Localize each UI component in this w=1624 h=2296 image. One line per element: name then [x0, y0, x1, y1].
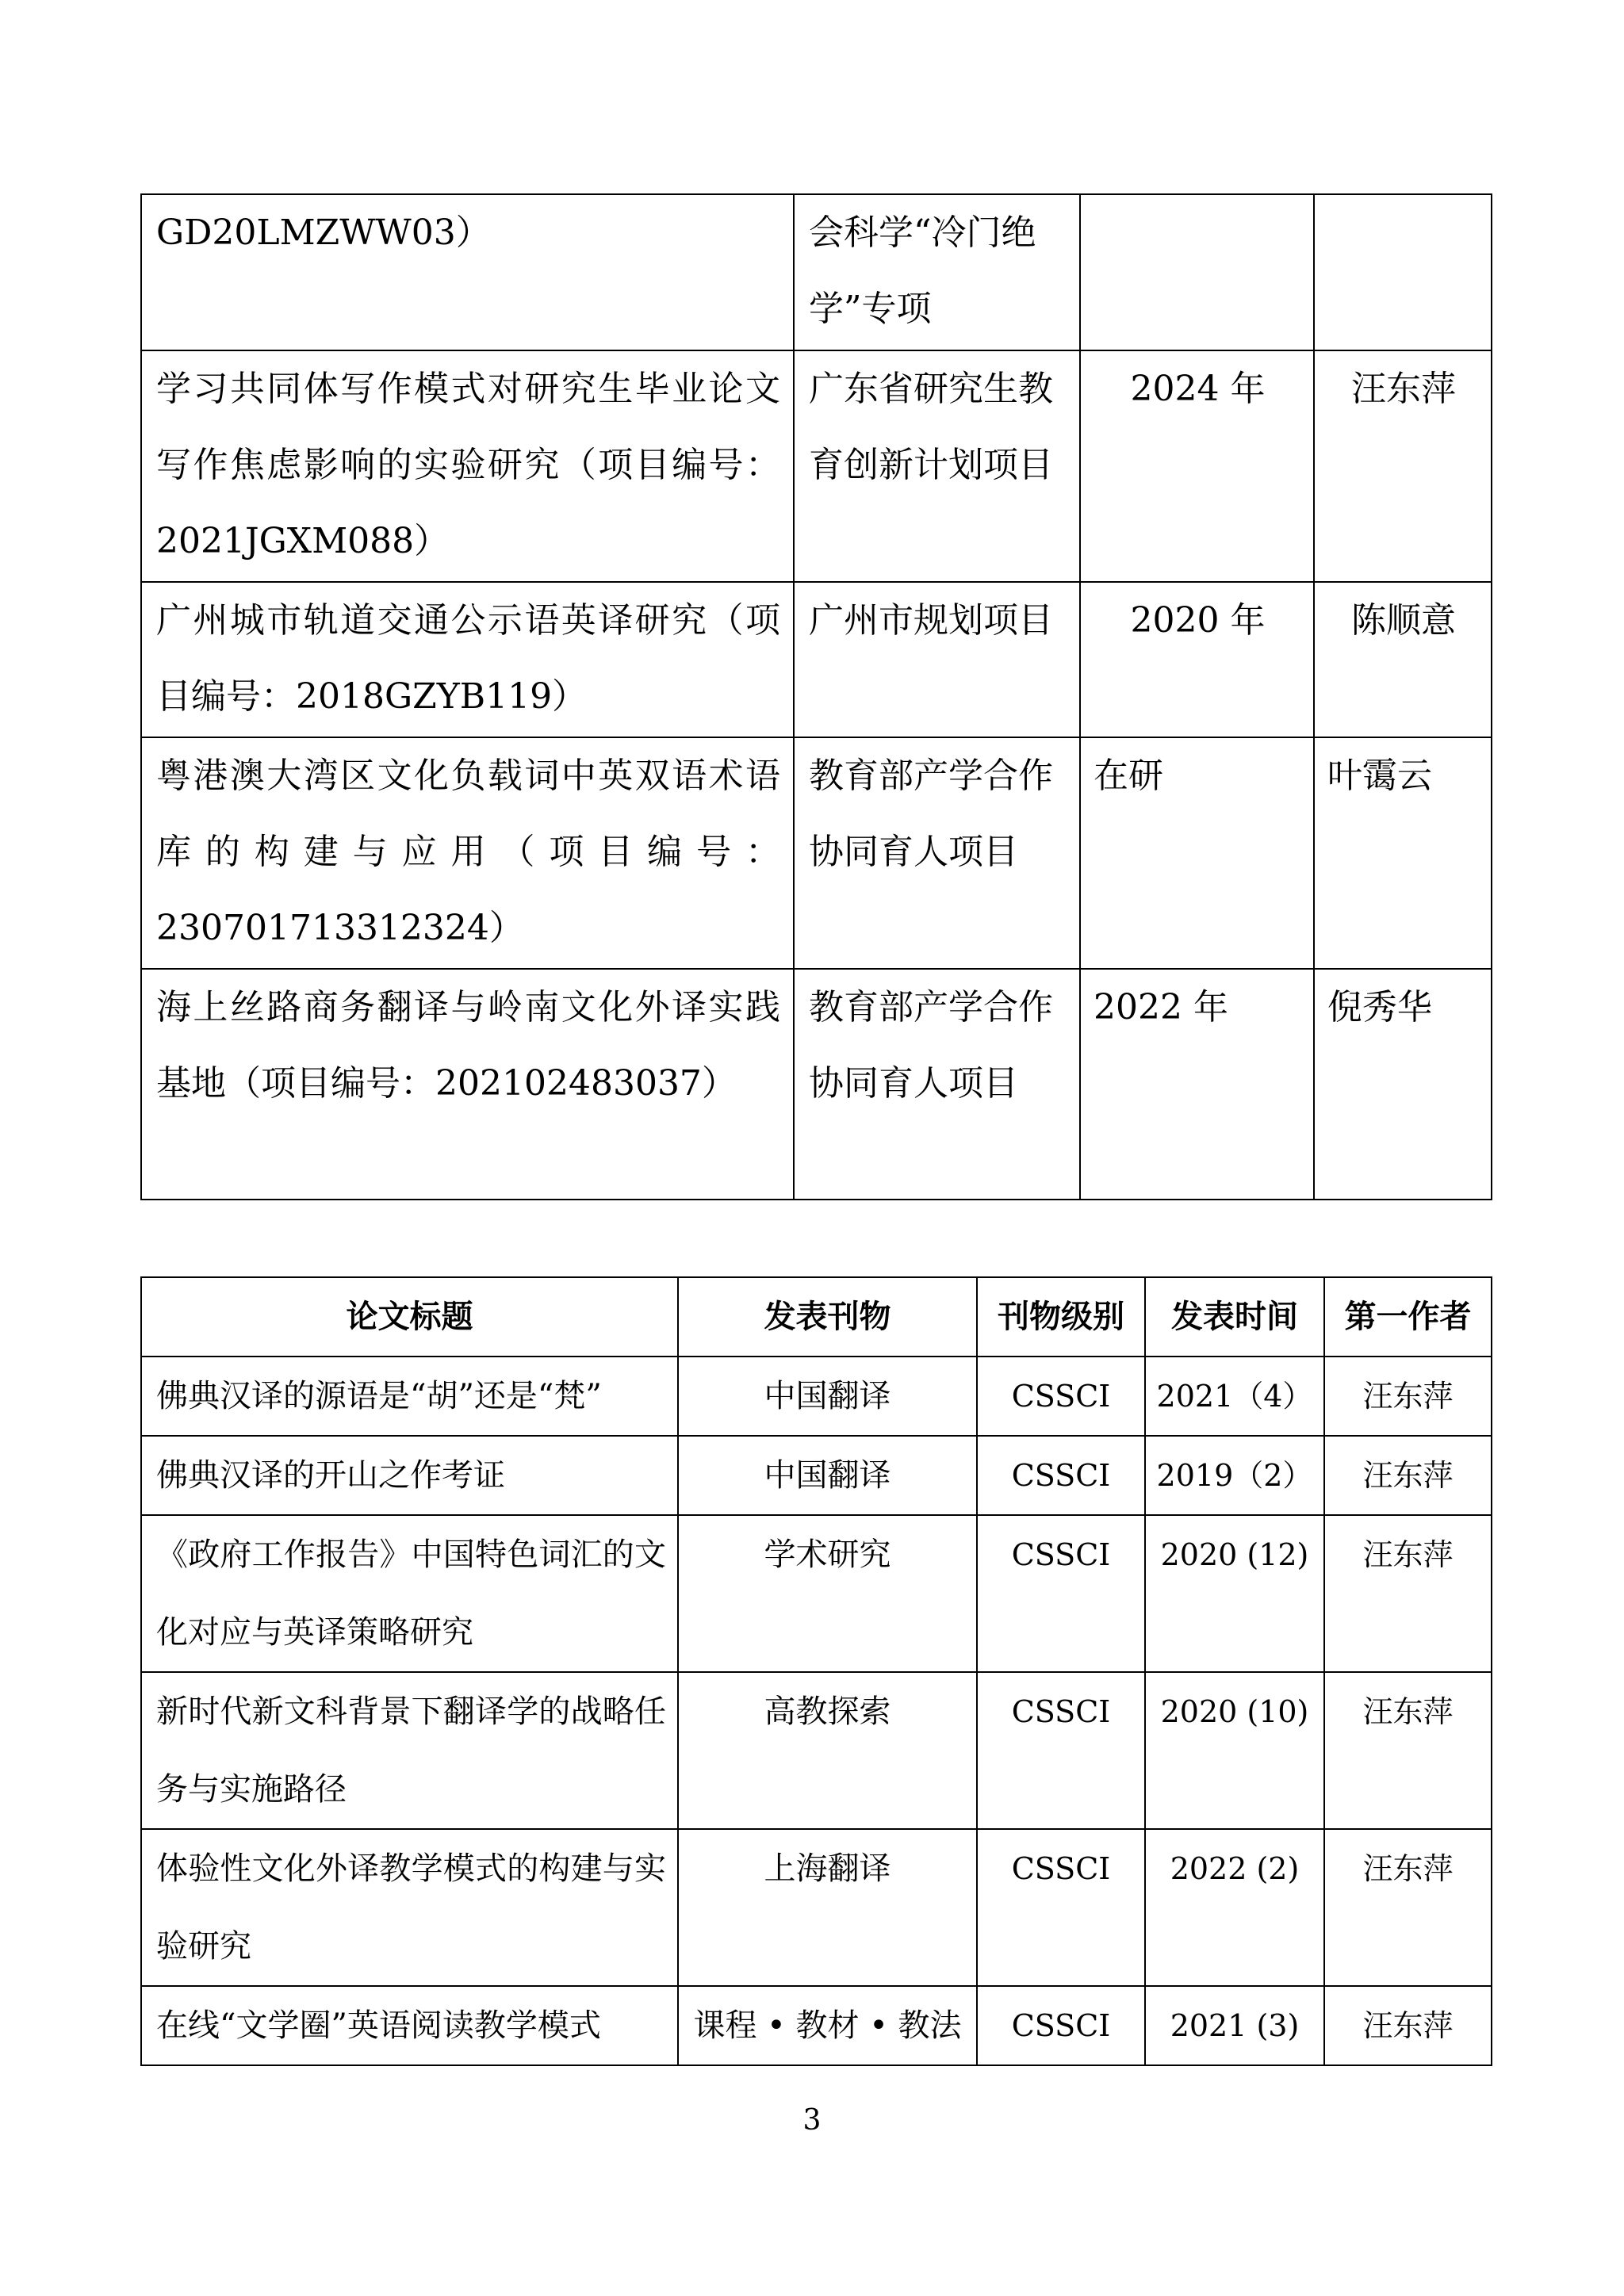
project-name: 广州城市轨道交通公示语英译研究（项目编号：2018GZYB119） [141, 582, 794, 737]
table-row [141, 1515, 1492, 1672]
page-number: 3 [802, 2104, 822, 2137]
table-row [141, 1357, 1492, 1436]
paper-level: CSSCI [977, 1672, 1145, 1829]
paper-author: 汪东萍 [1324, 1672, 1492, 1829]
project-name: 学习共同体写作模式对研究生毕业论文写作焦虑影响的实验研究（项目编号：2021JGXM088） [141, 350, 794, 582]
paper-date: 2022 (2) [1145, 1829, 1324, 1986]
paper-journal: 中国翻译 [678, 1357, 977, 1436]
header-journal: 发表刊物 [678, 1277, 977, 1357]
project-year [1080, 194, 1314, 350]
paper-level: CSSCI [977, 1436, 1145, 1515]
paper-author: 汪东萍 [1324, 1357, 1492, 1436]
table-row [141, 194, 1492, 350]
paper-author: 汪东萍 [1324, 1436, 1492, 1515]
header-author: 第一作者 [1324, 1277, 1492, 1357]
project-name: 粤港澳大湾区文化负载词中英双语术语库的构建与应用（项目编号：230701713312324） [141, 737, 794, 969]
table-row [141, 1436, 1492, 1515]
paper-date: 2020 (12) [1145, 1515, 1324, 1672]
paper-author: 汪东萍 [1324, 1986, 1492, 2065]
paper-title: 佛典汉译的源语是“胡”还是“梵” [141, 1357, 678, 1436]
table-row [141, 969, 1492, 1200]
paper-journal: 学术研究 [678, 1515, 977, 1672]
paper-level: CSSCI [977, 1357, 1145, 1436]
header-date: 发表时间 [1145, 1277, 1324, 1357]
table-header-row [141, 1277, 1492, 1357]
paper-date: 2021（4） [1145, 1357, 1324, 1436]
project-year: 2024 年 [1080, 350, 1314, 582]
project-year: 在研 [1080, 737, 1314, 969]
project-year: 2020 年 [1080, 582, 1314, 737]
paper-title: 佛典汉译的开山之作考证 [141, 1436, 678, 1515]
project-person: 陈顺意 [1314, 582, 1492, 737]
table-row [141, 350, 1492, 582]
project-name: GD20LMZWW03） [141, 194, 794, 350]
project-person: 叶霭云 [1314, 737, 1492, 969]
project-source: 广东省研究生教育创新计划项目 [794, 350, 1080, 582]
table-row [141, 737, 1492, 969]
paper-title: 在线“文学圈”英语阅读教学模式 [141, 1986, 678, 2065]
paper-date: 2020 (10) [1145, 1672, 1324, 1829]
paper-author: 汪东萍 [1324, 1829, 1492, 1986]
project-person [1314, 194, 1492, 350]
project-year: 2022 年 [1080, 969, 1314, 1200]
table-row [141, 1829, 1492, 1986]
paper-date: 2019（2） [1145, 1436, 1324, 1515]
paper-level: CSSCI [977, 1829, 1145, 1986]
paper-title: 《政府工作报告》中国特色词汇的文化对应与英译策略研究 [141, 1515, 678, 1672]
paper-author: 汪东萍 [1324, 1515, 1492, 1672]
project-source: 广州市规划项目 [794, 582, 1080, 737]
paper-date: 2021 (3) [1145, 1986, 1324, 2065]
paper-title: 体验性文化外译教学模式的构建与实验研究 [141, 1829, 678, 1986]
project-name: 海上丝路商务翻译与岭南文化外译实践基地（项目编号：202102483037） [141, 969, 794, 1200]
project-source: 会科学“冷门绝学”专项 [794, 194, 1080, 350]
header-title: 论文标题 [141, 1277, 678, 1357]
paper-level: CSSCI [977, 1986, 1145, 2065]
paper-title: 新时代新文科背景下翻译学的战略任务与实施路径 [141, 1672, 678, 1829]
table-row [141, 1672, 1492, 1829]
paper-journal: 高教探索 [678, 1672, 977, 1829]
project-person: 倪秀华 [1314, 969, 1492, 1200]
header-level: 刊物级别 [977, 1277, 1145, 1357]
table-row [141, 1986, 1492, 2065]
paper-journal: 课程 • 教材 • 教法 [678, 1986, 977, 2065]
paper-journal: 中国翻译 [678, 1436, 977, 1515]
table-row [141, 582, 1492, 737]
paper-level: CSSCI [977, 1515, 1145, 1672]
project-source: 教育部产学合作协同育人项目 [794, 737, 1080, 969]
papers-table [140, 1276, 1492, 2066]
paper-journal: 上海翻译 [678, 1829, 977, 1986]
project-source: 教育部产学合作协同育人项目 [794, 969, 1080, 1200]
project-person: 汪东萍 [1314, 350, 1492, 582]
projects-table [140, 193, 1492, 1200]
